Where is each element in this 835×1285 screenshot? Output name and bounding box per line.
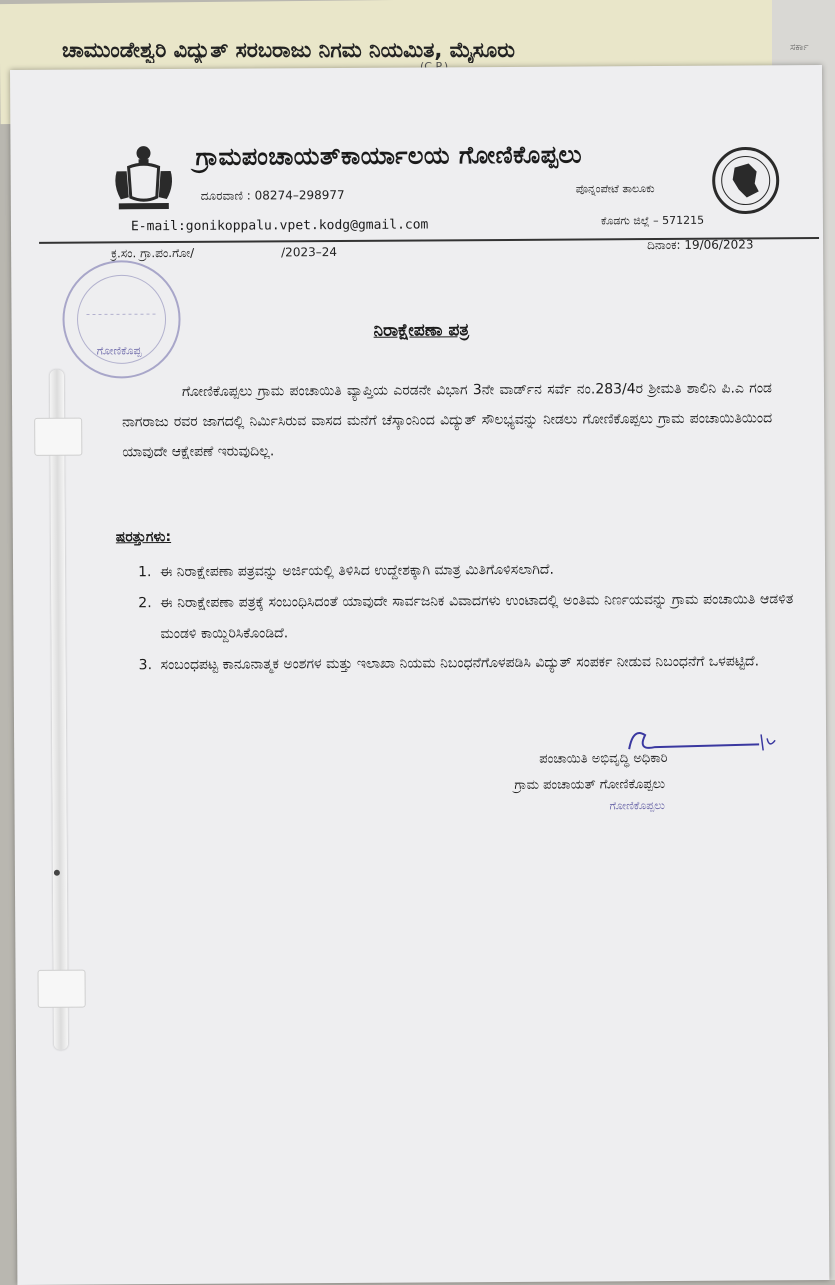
condition-number: 2. (138, 588, 152, 619)
office-round-stamp-icon (56, 254, 187, 385)
email-address: E-mail:gonikoppalu.vpet.kodg@gmail.com (131, 217, 429, 234)
condition-text: ಸಂಬಂಧಪಟ್ಟ ಕಾನೂನಾತ್ಮಕ ಅಂಶಗಳ ಮತ್ತು ಇಲಾಖಾ ನಿಯಮ ನಿಬಂಧನೆಗೊಳಪಡಿಸಿ ವಿದ್ಯುತ್ ಸಂಪರ್ಕ ನೀಡುವ ನಿಬಂಧನೆಗೆ ಒಳಪಟ್ಟಿದೆ. (161, 653, 759, 673)
condition-item (139, 646, 794, 681)
conditions-list (138, 553, 794, 681)
conditions-heading: ಷರತ್ತುಗಳು: (116, 529, 171, 545)
condition-number: 3. (139, 650, 153, 681)
condition-text: ಈ ನಿರಾಕ್ಷೇಪಣಾ ಪತ್ರಕ್ಕೆ ಸಂಬಂಧಿಸಿದಂತೆ ಯಾವುದೇ ಸಾರ್ವಜನಿಕ ವಿವಾದಗಳು ಉಂಟಾದಲ್ಲಿ ಅಂತಿಮ ನಿರ್ಣಯವನ್ನು ಗ್ರಾಮ ಪಂಚಾಯಿತಿ ಆಡಳಿತ ಮಂಡಳಿ ಕಾಯ್ದಿರಿಸಿಕೊಂಡಿದೆ. (160, 591, 793, 642)
letter-page (10, 65, 829, 1285)
signatory-office: ಗ್ರಾಮ ಪಂಚಾಯತ್ ಗೋಣಿಕೊಪ್ಪಲು (514, 777, 665, 793)
binder-rod (50, 370, 68, 1050)
background-sheet-header: ಚಾಮುಂಡೇಶ್ವರಿ ವಿದ್ಯುತ್ ಸರಬರಾಜು ನಿಗಮ ನಿಯಮಿತ, ಮೈಸೂರು (62, 38, 762, 63)
condition-text: ಈ ನಿರಾಕ್ಷೇಪಣಾ ಪತ್ರವನ್ನು ಅರ್ಜಿಯಲ್ಲಿ ತಿಳಿಸಿದ ಉದ್ದೇಶಕ್ಕಾಗಿ ಮಾತ್ರ ಮಿತಿಗೊಳಿಸಲಾಗಿದೆ. (160, 562, 554, 580)
signature-block (539, 720, 800, 832)
karnataka-emblem-icon (110, 141, 176, 213)
reference-year: /2023–24 (281, 245, 337, 259)
district-pin: ಕೊಡಗು ಜಿಲ್ಲೆ – 571215 (601, 214, 704, 229)
document-title: ನಿರಾಕ್ಷೇಪಣಾ ಪತ್ರ (374, 320, 470, 341)
condition-number: 1. (138, 557, 152, 588)
taluk-name: ಪೊನ್ನಂಪೇಟೆ ತಾಲೂಕು (576, 182, 655, 196)
phone-number: ದೂರವಾಣಿ : 08274–298977 (201, 188, 345, 204)
signature-stamp: ಗೋಣಿಕೊಪ್ಪಲು (609, 799, 664, 813)
document-body: ಗೋಣಿಕೊಪ್ಪಲು ಗ್ರಾಮ ಪಂಚಾಯಿತಿ ವ್ಯಾಪ್ತಿಯ ಎರಡನೇ ವಿಭಾಗ 3ನೇ ವಾರ್ಡ್‌ನ ಸರ್ವೆ ನಂ.283/4ರ ಶ್ರೀಮತಿ ಶಾಲಿನಿ ಪಿ.ಎ ಗಂಡ ನಾಗರಾಜು ರವರ ಜಾಗದಲ್ಲಿ ನಿರ್ಮಿಸಿರುವ ವಾಸದ ಮನೆಗೆ ಚೆಸ್ಕಾಂನಿಂದ ವಿದ್ಯುತ್ ಸೌಲಭ್ಯವನ್ನು ನೀಡಲು ಗೋಣಿಕೊಪ್ಪಲು ಗ್ರಾಮ ಪಂಚಾಯಿತಿಯಿಂದ ಯಾವುದೇ ಆಕ್ಷೇಪಣೆ ಇರುವುದಿಲ್ಲ. (122, 373, 773, 467)
letter-date: ದಿನಾಂಕ: 19/06/2023 (647, 237, 753, 253)
condition-item (138, 584, 793, 650)
binder-rivet (54, 870, 60, 876)
stamp-text: ಗೋಣಿಕೊಪ್ಪ (97, 344, 142, 357)
file-binder-clip (32, 370, 86, 1070)
reference-number: ಕ್ರ.ಸಂ. ಗ್ರಾ.ಪಂ.ಗೋ/ (111, 246, 194, 262)
office-name: ಗ್ರಾಮಪಂಚಾಯತ್‌ಕಾರ್ಯಾಲಯ ಗೋಣಿಕೊಪ್ಪಲು (195, 141, 582, 171)
binder-clip-top (34, 418, 82, 456)
condition-item (138, 553, 793, 588)
karnataka-map-seal-icon (710, 145, 780, 215)
binder-clip-bottom (37, 970, 85, 1008)
signatory-title: ಪಂಚಾಯಿತಿ ಅಭಿವೃದ್ಧಿ ಅಧಿಕಾರಿ (539, 751, 667, 767)
background-right-sheet-text: ಸರ್ಕಾ (790, 42, 809, 53)
